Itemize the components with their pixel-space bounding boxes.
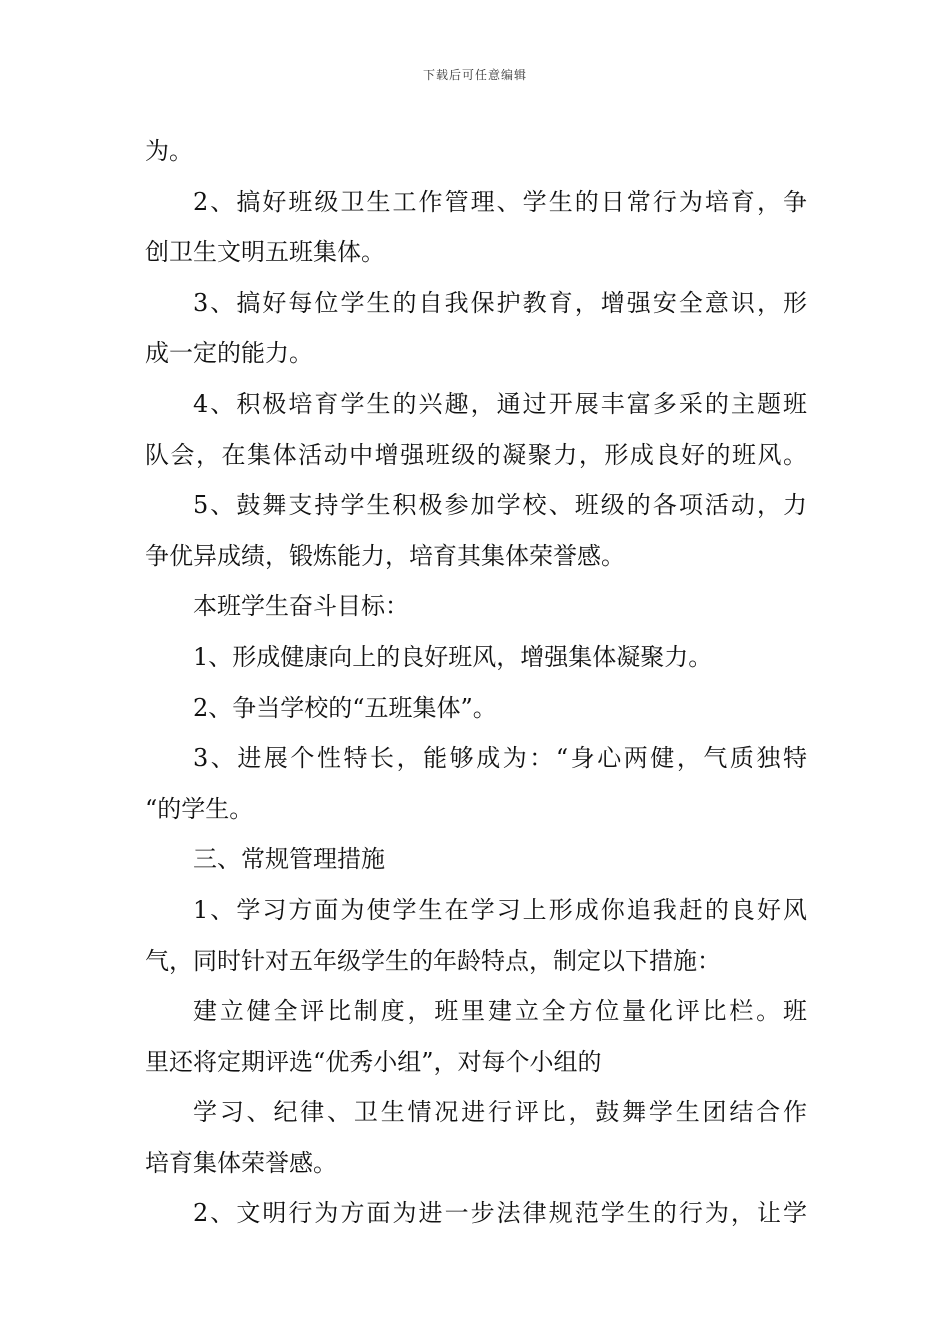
text-line: 创卫生文明五班集体。 <box>145 238 385 267</box>
text-line: 三、常规管理措施 <box>193 845 385 874</box>
text-line: 2、搞好班级卫生工作管理、学生的日常行为培育，争 <box>193 187 807 216</box>
text-line: 建立健全评比制度，班里建立全方位量化评比栏。班 <box>193 997 807 1026</box>
document-body <box>145 126 807 1239</box>
text-line: 为。 <box>145 137 193 165</box>
text-line: 培育集体荣誉感。 <box>145 1148 337 1177</box>
text-line: 1、形成健康向上的良好班风，增强集体凝聚力。 <box>193 642 713 671</box>
text-line: 5、鼓舞支持学生积极参加学校、班级的各项活动，力 <box>193 491 807 520</box>
text-line: 成一定的能力。 <box>145 339 313 368</box>
page-header: 下载后可任意编辑 <box>422 68 527 82</box>
text-line: 2、文明行为方面为进一步法律规范学生的行为，让学 <box>193 1199 807 1228</box>
text-line: 队会，在集体活动中增强班级的凝聚力，形成良好的班风。 <box>145 440 807 469</box>
text-line: “的学生。 <box>145 794 254 823</box>
text-line: 本班学生奋斗目标： <box>193 592 409 621</box>
text-line: 3、进展个性特长，能够成为：“身心两健，气质独特 <box>193 744 807 773</box>
text-line: 1、学习方面为使学生在学习上形成你追我赶的良好风 <box>193 895 807 924</box>
text-line: 学习、纪律、卫生情况进行评比，鼓舞学生团结合作 <box>193 1098 807 1127</box>
text-line: 里还将定期评选“优秀小组”，对每个小组的 <box>145 1047 602 1076</box>
text-line: 争优异成绩，锻炼能力，培育其集体荣誉感。 <box>145 541 625 570</box>
text-line: 4、积极培育学生的兴趣，通过开展丰富多采的主题班 <box>193 389 807 418</box>
text-line: 2、争当学校的“五班集体”。 <box>193 693 497 722</box>
text-line: 气，同时针对五年级学生的年龄特点，制定以下措施： <box>145 946 721 975</box>
text-line: 3、搞好每位学生的自我保护教育，增强安全意识，形 <box>193 288 807 317</box>
